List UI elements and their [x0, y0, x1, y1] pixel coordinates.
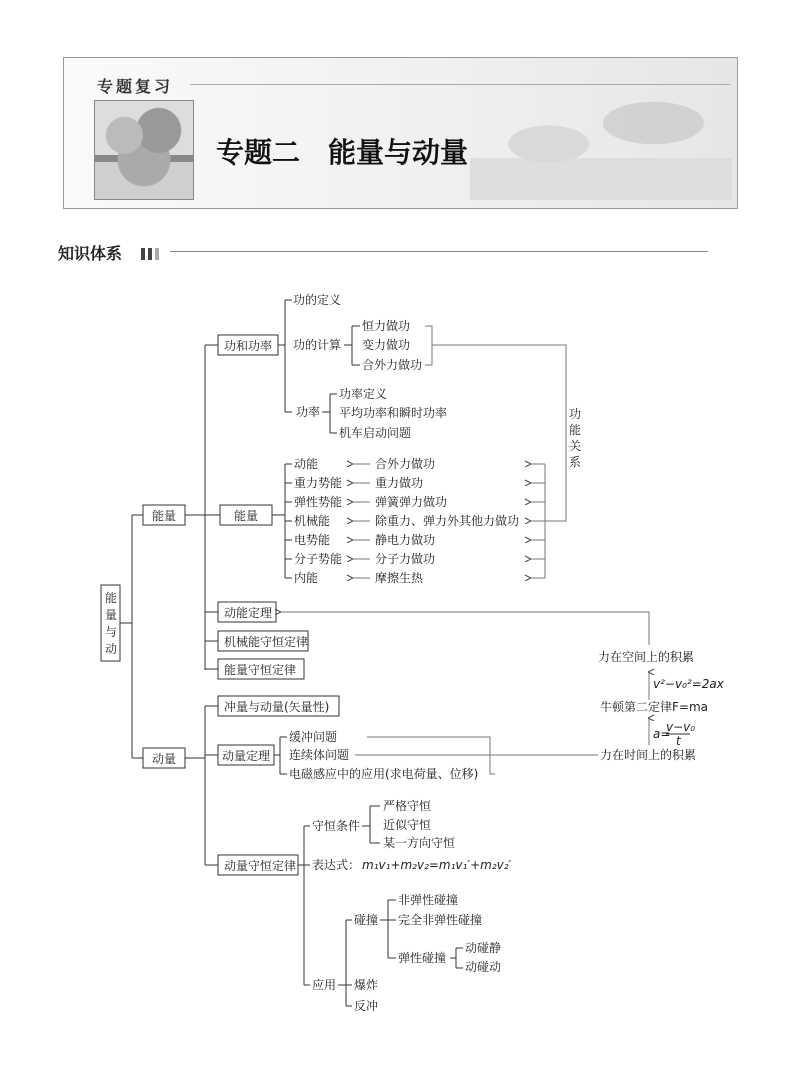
energy-name: 分子势能	[294, 552, 343, 566]
collision-label: 碰撞	[354, 913, 379, 927]
energies-label: 能量	[234, 509, 259, 523]
condition-1: 严格守恒	[383, 799, 432, 813]
root-char-1: 能	[105, 591, 118, 605]
momentum-trunk	[185, 706, 205, 865]
mech-conservation-label: 机械能守恒定律	[224, 635, 309, 649]
expression: m₁v₁+m₂v₂=m₁v₁′+m₂v₂′	[362, 858, 512, 872]
conservation-branch	[298, 826, 310, 985]
root-char-4: 动	[105, 642, 118, 656]
work-power-branch	[278, 300, 292, 412]
bridge-newton: 牛顿第二定律F=ma	[600, 700, 709, 714]
energy-name: 重力势能	[294, 476, 343, 490]
collision-item-1: 非弹性碰撞	[398, 893, 459, 907]
momentum-conservation-label: 动量守恒定律	[224, 859, 297, 873]
root-char-3: 与	[105, 625, 118, 639]
section-title: 知识体系	[58, 244, 123, 263]
elastic-item-2: 动碰动	[465, 960, 502, 974]
calc-item-2: 变力做功	[362, 338, 411, 352]
work-source: 分子力做功	[375, 552, 436, 566]
theorem-item-1: 缓冲问题	[289, 730, 338, 744]
expression-label: 表达式：	[312, 858, 361, 872]
page-title: 专题二 能量与动量	[216, 136, 469, 169]
relation-char-3: 关	[569, 439, 582, 453]
condition-3: 某一方向守恒	[383, 836, 456, 850]
bridge-time: 力在时间上的积累	[600, 748, 697, 762]
elastic-item-1: 动碰静	[465, 941, 502, 955]
relation-char-1: 功	[569, 407, 582, 421]
work-source: 摩擦生热	[375, 571, 424, 585]
bridge-time-lhs: a=	[653, 727, 671, 741]
momentum-ticks	[205, 706, 218, 865]
theorem-item-3: 电磁感应中的应用(求电荷量、位移)	[289, 767, 479, 781]
energy-name: 电势能	[294, 533, 331, 547]
elastic-label: 弹性碰撞	[398, 951, 447, 965]
explosion-label: 爆炸	[354, 978, 379, 992]
energy-name: 内能	[294, 571, 319, 585]
theorem-item-2: 连续体问题	[289, 748, 350, 762]
work-source: 重力做功	[375, 476, 424, 490]
work-source: 除重力、弹力外其他力做功	[375, 514, 520, 528]
conditions-label: 守恒条件	[312, 819, 361, 833]
momentum-theorem-label: 动量定理	[222, 749, 271, 763]
energy-name: 弹性势能	[294, 495, 343, 509]
relation-char-4: 系	[569, 455, 582, 469]
work-definition: 功的定义	[293, 293, 342, 307]
power-branch	[322, 394, 337, 433]
calc-item-3: 合外力做功	[362, 358, 423, 372]
energy-label: 能量	[152, 509, 177, 523]
momentum-label: 动量	[152, 752, 177, 766]
work-power-label: 功和功率	[224, 339, 273, 353]
energy-name: 动能	[294, 457, 319, 471]
energy-conservation-label: 能量守恒定律	[224, 663, 297, 677]
conditions-branch	[362, 806, 380, 843]
application-branch	[338, 920, 352, 1006]
energy-branch-trunk	[185, 345, 205, 670]
momentum-theorem-branch	[274, 737, 287, 774]
work-source: 合外力做功	[375, 457, 436, 471]
application-label: 应用	[312, 978, 337, 992]
power-label: 功率	[296, 405, 321, 419]
energies-trunk	[272, 464, 285, 578]
review-label: 专题复习	[97, 77, 174, 96]
root-char-2: 量	[105, 608, 118, 622]
work-source: 静电力做功	[375, 533, 436, 547]
space-link-arrow	[280, 612, 649, 645]
work-calc-label: 功的计算	[293, 338, 342, 352]
root-branch-lines	[120, 515, 143, 758]
condition-2: 近似守恒	[383, 818, 432, 832]
bridge-space: 力在空间上的积累	[598, 650, 695, 664]
collision-branch	[380, 900, 396, 958]
energy-rows	[285, 456, 545, 585]
work-source: 弹簧弹力做功	[375, 495, 448, 509]
relation-char-2: 能	[569, 423, 582, 437]
power-item-1: 功率定义	[339, 387, 388, 401]
power-item-3: 机车启动问题	[339, 426, 412, 440]
bridge-space-formula: v²−v₀²=2ax	[653, 677, 724, 691]
power-item-2: 平均功率和瞬时功率	[339, 406, 448, 420]
calc-item-1: 恒力做功	[362, 319, 411, 333]
bridge-time-den: t	[676, 734, 681, 748]
work-calc-branch	[344, 326, 360, 365]
collision-item-2: 完全非弹性碰撞	[398, 913, 483, 927]
bridge-time-num: v−v₀	[666, 720, 696, 734]
recoil-label: 反冲	[354, 999, 379, 1013]
kinetic-theorem-label: 动能定理	[224, 606, 273, 620]
impulse-label: 冲量与动量(矢量性)	[224, 700, 330, 714]
energy-name: 机械能	[294, 514, 331, 528]
elastic-branch	[450, 948, 463, 968]
